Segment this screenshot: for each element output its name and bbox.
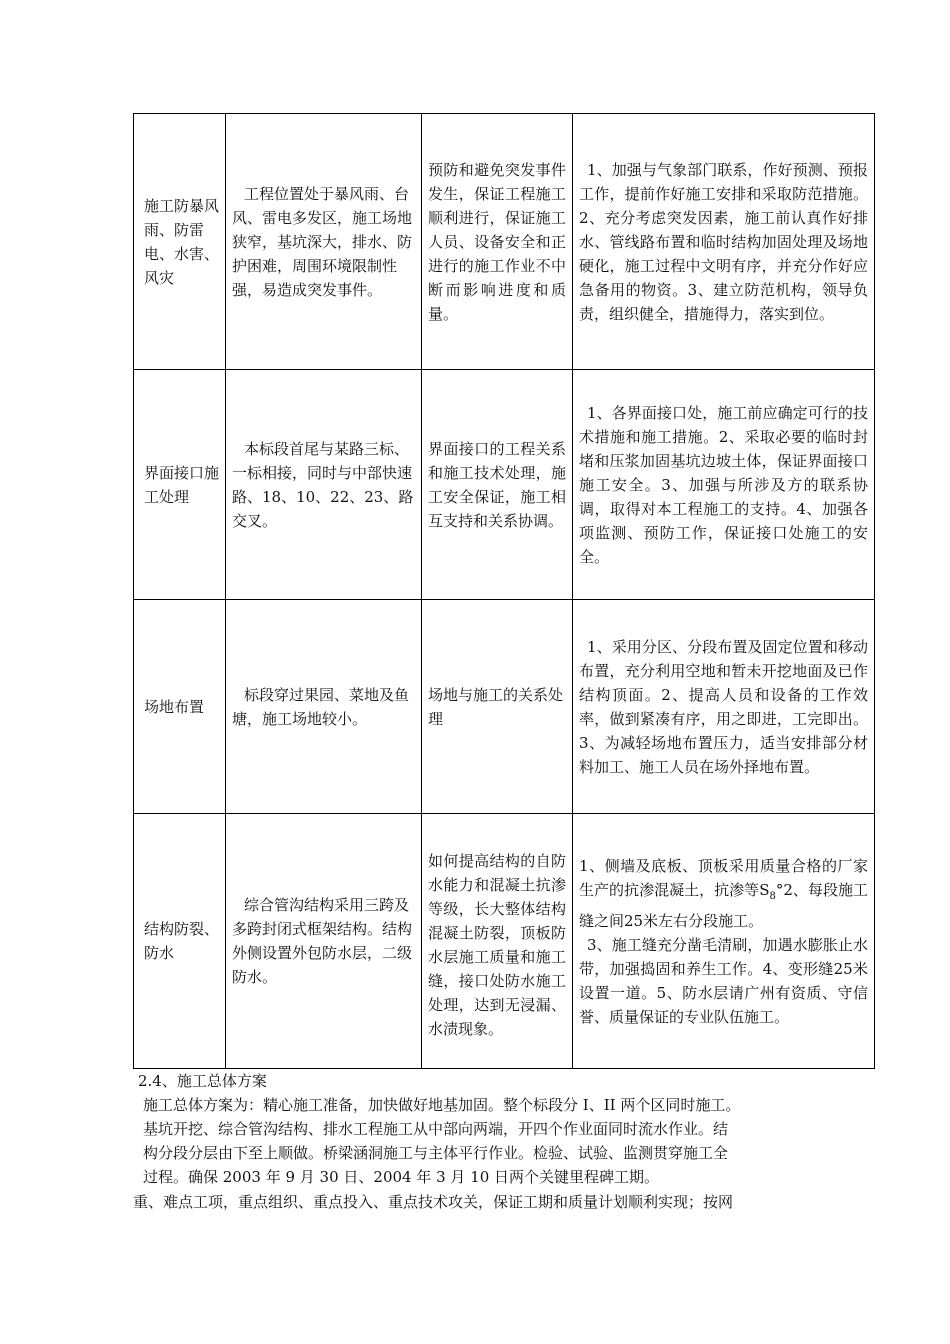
table-row xyxy=(134,114,875,370)
category-cell: 结构防裂、防水 xyxy=(134,814,226,1069)
objective-cell: 如何提高结构的自防水能力和混凝土抗渗等级，长大整体结构混凝土防裂，顶板防水层施工质量和施工缝，接口处防水施工处理，达到无浸漏、水渍现象。 xyxy=(422,814,573,1069)
measures-text: °2、每段施工缝之间25米左右分段施工。 xyxy=(579,880,868,930)
measures-cell: 1、加强与气象部门联系，作好预测、预报工作，提前作好施工安排和采取防范措施。2、充分考虑突发因素，施工前认真作好排水、管线路布置和临时结构加固处理及场地硬化，施工过程中文明有序，并充分作好应急备用的物资。3、建立防范机构，领导负责，组织健全，措施得力，落实到位。 xyxy=(573,114,875,370)
measures-cell: 1、采用分区、分段布置及固定位置和移动布置，充分利用空地和暂未开挖地面及已作结构顶面。2、提高人员和设备的工作效率，做到紧凑有序，用之即进，工完即出。3、为减轻场地布置压力，适当安排部分材料加工、施工人员在场外择地布置。 xyxy=(573,600,875,814)
measures-text: 3、施工缝充分凿毛清刷，加遇水膨胀止水带，加强捣固和养生工作。4、变形缝25米设置一道。5、防水层请广州有资质、守信誉、质量保证的专业队伍施工。 xyxy=(579,935,868,1026)
risk-table xyxy=(133,113,875,1069)
table-row xyxy=(134,600,875,814)
measures-subscript: 8 xyxy=(769,890,776,902)
table-row xyxy=(134,814,875,1069)
body-line: 过程。确保 2003 年 9 月 30 日、2004 年 3 月 10 日两个关键里程碑工期。 xyxy=(143,1168,660,1186)
objective-cell: 界面接口的工程关系和施工技术处理，施工安全保证，施工相互支持和关系协调。 xyxy=(422,370,573,600)
measures-cell: 1、各界面接口处，施工前应确定可行的技术措施和施工措施。2、采取必要的临时封堵和压浆加固基坑边坡土体，保证界面接口施工安全。3、加强与所涉及方的联系协调，取得对本工程施工的支持。4、加强各项监测、预防工作，保证接口处施工的安全。 xyxy=(573,370,875,600)
situation-cell: 工程位置处于暴风雨、台风、雷电多发区，施工场地狭窄，基坑深大，排水、防护困难，周围环境限制性强，易造成突发事件。 xyxy=(226,114,422,370)
situation-cell: 综合管沟结构采用三跨及多跨封闭式框架结构。结构外侧设置外包防水层，二级防水。 xyxy=(226,814,422,1069)
measures-text: 1、侧墙及底板、顶板采用质量合格的厂家生产的抗渗混凝土，抗渗等 xyxy=(579,856,868,899)
situation-cell: 标段穿过果园、菜地及鱼塘，施工场地较小。 xyxy=(226,600,422,814)
body-line: 重、难点工项，重点组织、重点投入、重点技术攻关，保证工期和质量计划顺利实现；按网 xyxy=(133,1193,734,1211)
situation-cell: 本标段首尾与某路三标、一标相接，同时与中部快速路、18、10、22、23、路交叉。 xyxy=(226,370,422,600)
table-row xyxy=(134,370,875,600)
section-heading: 2.4、施工总体方案 xyxy=(138,1072,267,1090)
body-line: 构分段分层由下至上顺做。桥梁涵洞施工与主体平行作业。检验、试验、监测贯穿施工全 xyxy=(143,1144,729,1162)
body-line: 基坑开挖、综合管沟结构、排水工程施工从中部向两端，开四个作业面同时流水作业。结 xyxy=(143,1120,729,1138)
measures-cell xyxy=(573,814,875,1069)
measures-text: S xyxy=(759,880,770,899)
category-cell: 施工防暴风雨、防雷电、水害、风灾 xyxy=(134,114,226,370)
body-line: 施工总体方案为：精心施工准备，加快做好地基加固。整个标段分 I、II 两个区同时施工。 xyxy=(143,1096,741,1114)
objective-cell: 场地与施工的关系处理 xyxy=(422,600,573,814)
objective-cell: 预防和避免突发事件发生，保证工程施工顺利进行，保证施工人员、设备安全和正进行的施工作业不中断而影响进度和质量。 xyxy=(422,114,573,370)
category-cell: 场地布置 xyxy=(134,600,226,814)
category-cell: 界面接口施工处理 xyxy=(134,370,226,600)
